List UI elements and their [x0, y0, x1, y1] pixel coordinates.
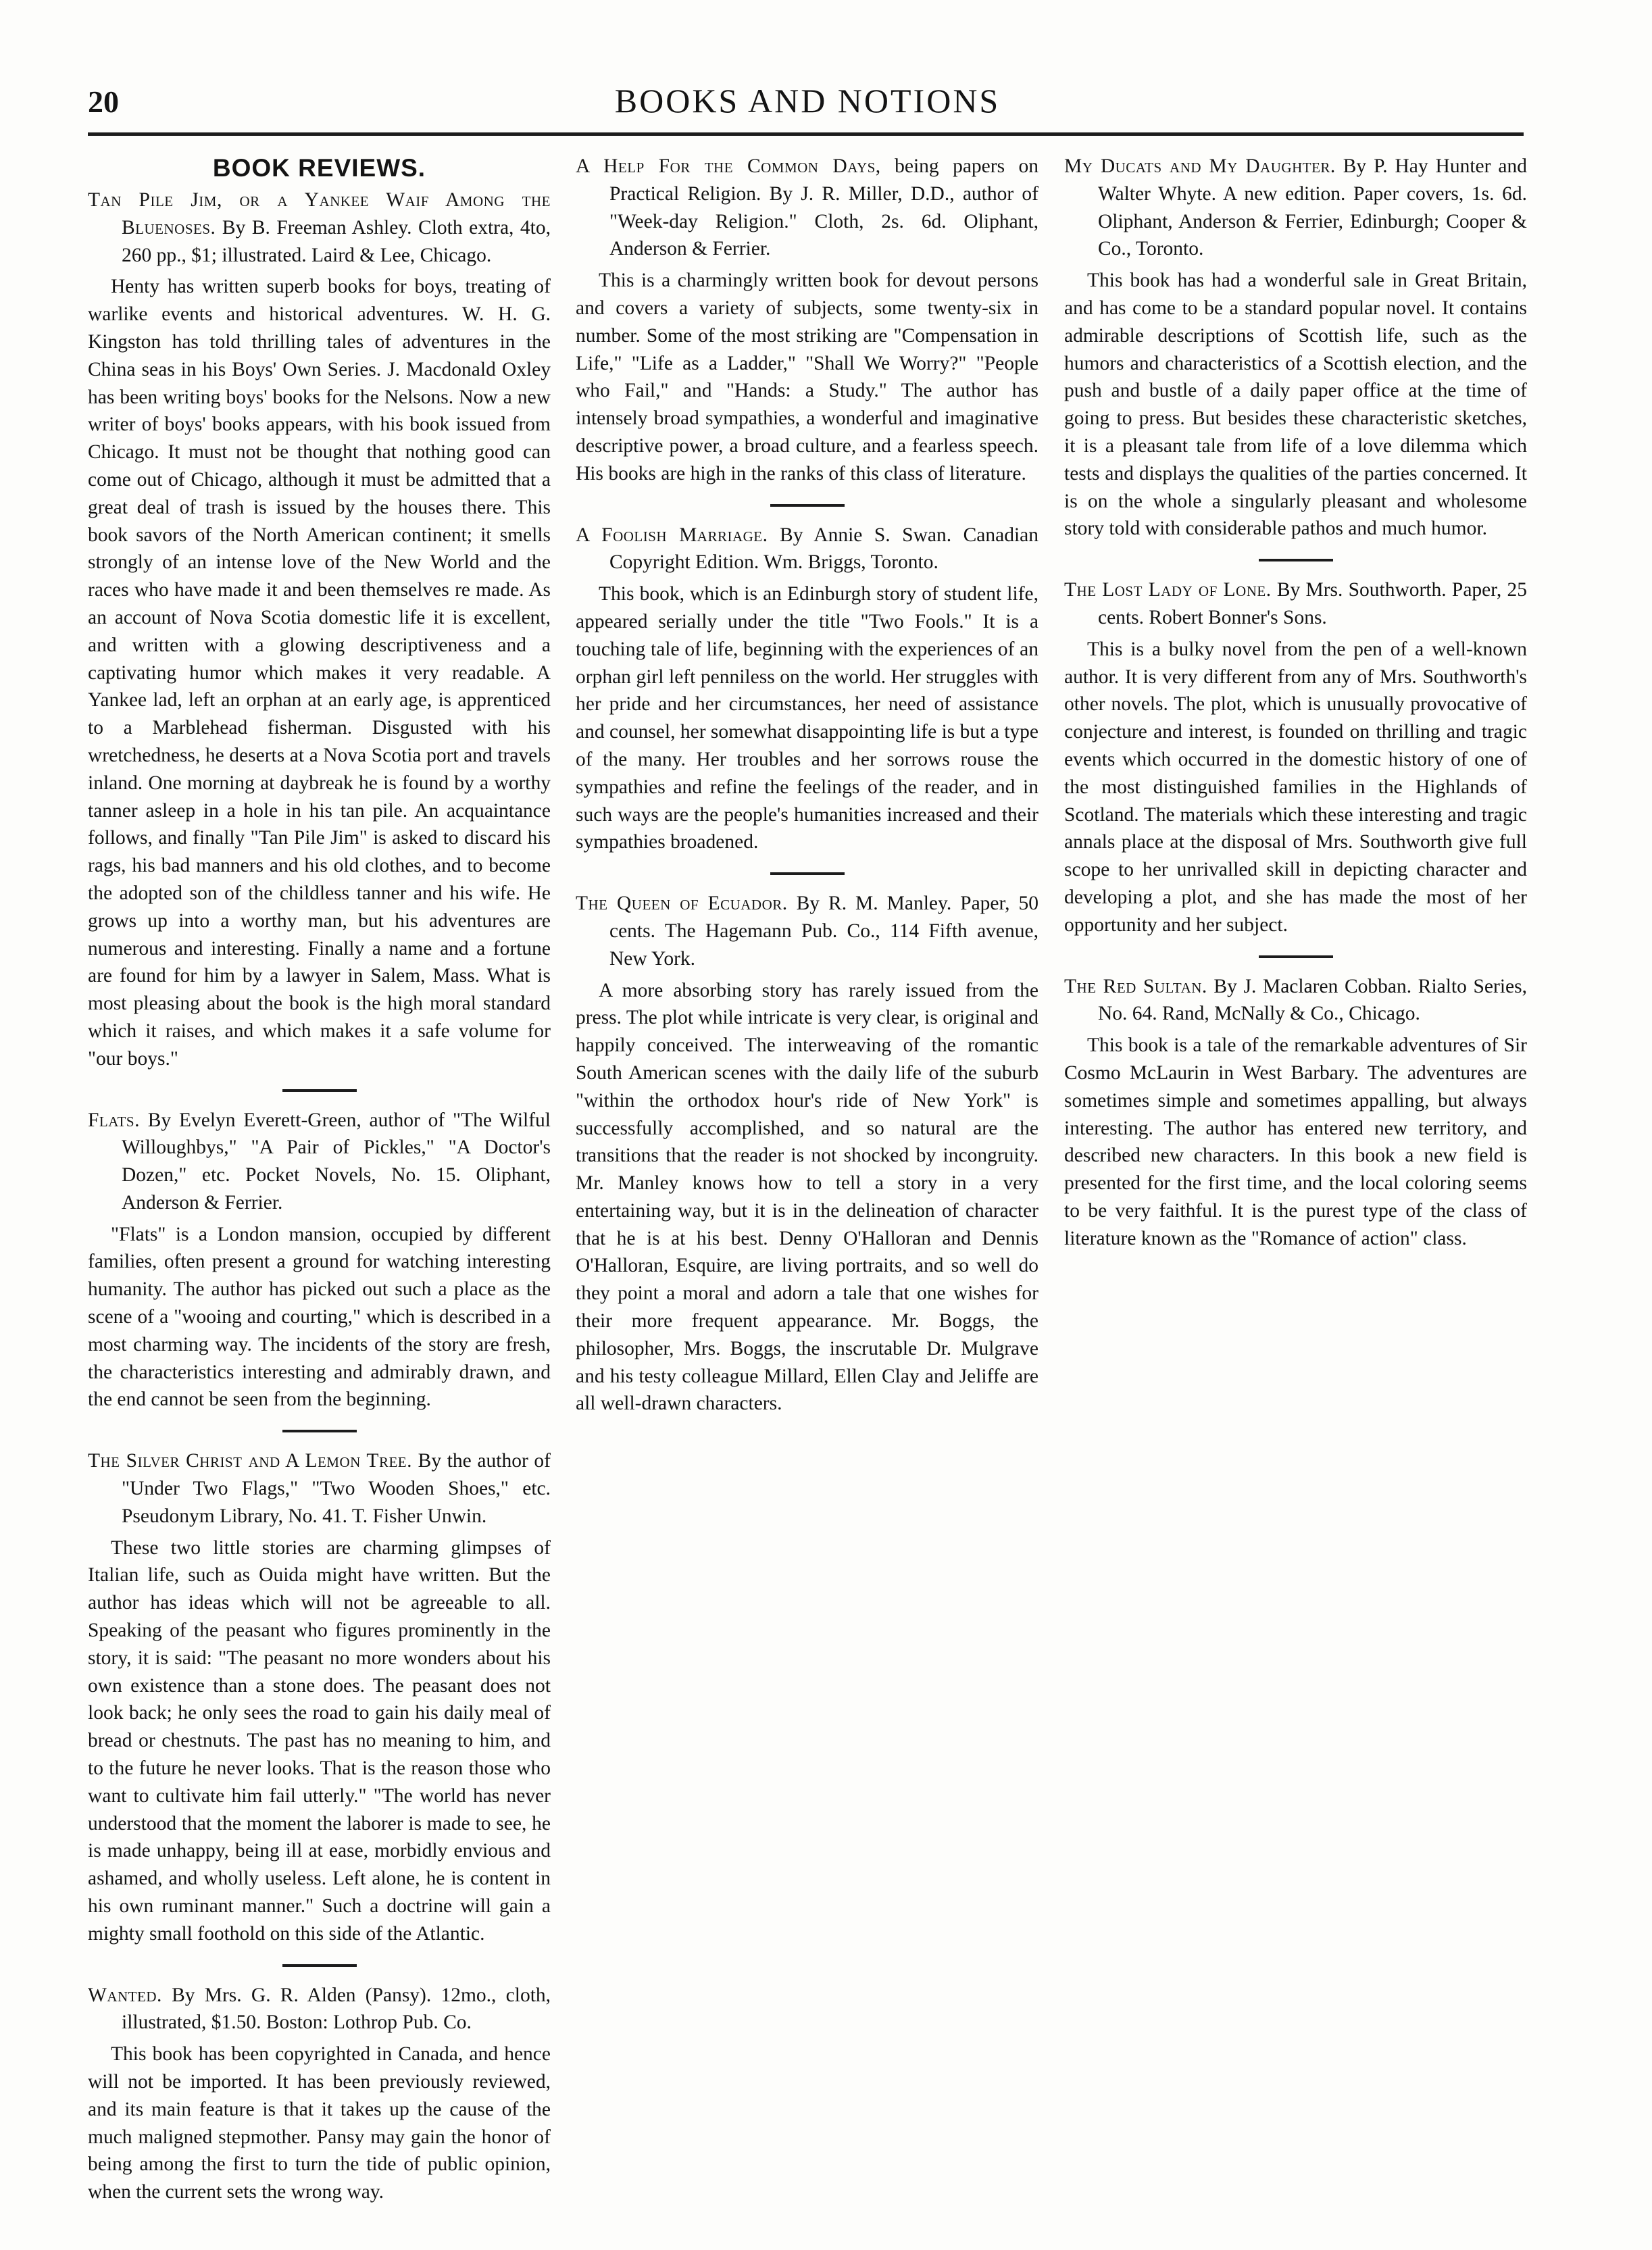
- section-heading: BOOK REVIEWS.: [212, 154, 426, 182]
- book-title: A Help For the Common Days,: [576, 155, 881, 177]
- review-text: A more absorbing story has rarely issued from the press. The plot while intricate is very clear, is original and happily conceived. The interweaving of the romantic South American scenes with the daily life of the suburb "within the orthodox hour's ride of New York" is successfully accomplished, and so natural are the transitions that the reader is not shocked by incongruity. Mr. Manley knows how to tell a story in a very entertaining way, but it is in the delineation of character that he is at his best. Denny O'Halloran and Dennis O'Halloran, Esquire, are living portraits, and so well do they point a moral and adorn a tale that one wishes for their more frequent appearance. Mr. Boggs, the philosopher, Mrs. Boggs, the inscrutable Dr. Mulgrave and his testy colleague Millard, Ellen Clay and Jeliffe are all well-drawn characters.: [576, 979, 1038, 1415]
- book-title: Wanted.: [88, 1984, 162, 2006]
- book-heading: [576, 153, 1038, 263]
- page-header: [88, 68, 1527, 135]
- divider-rule: [770, 504, 845, 507]
- divider-rule: [282, 1964, 357, 1967]
- divider-rule: [1259, 559, 1333, 561]
- review-text: This is a bulky novel from the pen of a well-known author. It is very different from any of Mrs. Southworth's other novels. The plot, which is unusually provocative of conjecture and interest, is founded on thrilling and tragic events which occurred in the domestic history of one of the most distinguished families in the Highlands of Scotland. The materials which these interesting and tragic annals place at the disposal of Mrs. Southworth give full scope to her unrivalled skill in depicting character and developing a plot, and she has made the most of her opportunity and her subject.: [1064, 638, 1527, 936]
- book-details: By Evelyn Everett-Green, author of "The Wilful Willoughbys," "A Pair of Pickles," "A Doctor's Dozen," etc. Pocket Novels, No. 15. Oliphant, Anderson & Ferrier.: [122, 1109, 551, 1214]
- page-number: 20: [88, 84, 119, 119]
- divider-rule: [282, 1430, 357, 1432]
- book-title: Flats.: [88, 1109, 140, 1131]
- running-title: BOOKS AND NOTIONS: [614, 82, 1001, 120]
- book-details: By J. Maclaren Cobban. Rialto Series, No. 64. Rand, McNally & Co., Chicago.: [1098, 975, 1527, 1025]
- review-text: "Flats" is a London mansion, occupied by different families, often present a ground for watching interesting humanity. The author has picked out such a place as the scene of a "wooing and courting," which is described in a most charming way. The incidents of the story are fresh, the characteristics interesting and admirably drawn, and the end cannot be seen from the beginning.: [88, 1223, 551, 1411]
- column-3: [1064, 153, 1527, 2214]
- divider-rule: [1259, 955, 1333, 958]
- review-text: This book is a tale of the remarkable adventures of Sir Cosmo McLaurin in West Barbary. The adventures are sometimes simple and sometimes appalling, but always interesting. The author has entered new territory, and described new characters. In this book a new field is presented for the first time, and the local coloring seems to be very faithful. It is the purest type of the class of literature known as the "Romance of action" class.: [1064, 1034, 1527, 1249]
- review-my-ducats: [1064, 153, 1527, 543]
- review-text: This book has been copyrighted in Canada, and hence will not be imported. It has been previously reviewed, and its main feature is that it takes up the cause of the much maligned stepmother. Pansy may gain the honor of being among the first to turn the tide of public opinion, when the current sets the wrong way.: [88, 2043, 551, 2203]
- review-text: This is a charmingly written book for devout persons and covers a variety of subjects, some twenty-six in number. Some of the most striking are "Compensation in Life," "Life as a Ladder," "Shall We Worry?" "People who Fail," and "Hands: a Study." The author has intensely broad sympathies, a wonderful and imaginative descriptive power, a broad culture, and a fearless speech. His books are high in the ranks of this class of literature.: [576, 270, 1038, 484]
- column-2: [576, 153, 1038, 2214]
- book-title: The Silver Christ and A Lemon Tree.: [88, 1450, 412, 1472]
- review-text: This book has had a wonderful sale in Great Britain, and has come to be a standard popular novel. It contains admirable descriptions of Scottish life, such as the humors and characteristics of a Scottish election, and the push and bustle of a daily paper office at the time of going to press. But besides these characteristic sketches, it is a pleasant tale from life of a love dilemma which tests and displays the qualities of the parties concerned. It is on the whole a singularly pleasant and wholesome story told with considerable pathos and much humor.: [1064, 270, 1527, 540]
- book-heading: [1064, 153, 1527, 263]
- book-heading: [1064, 576, 1527, 632]
- book-title: Tan Pile Jim, or a Yankee Waif Among the Bluenoses.: [88, 189, 551, 239]
- review-lost-lady-of-lone: [1064, 576, 1527, 939]
- header-rule: [88, 132, 1524, 136]
- book-heading: [576, 890, 1038, 972]
- book-heading: [88, 186, 551, 269]
- review-silver-christ: [88, 1447, 551, 1947]
- column-1: [88, 153, 551, 2214]
- review-foolish-marriage: [576, 522, 1038, 857]
- review-red-sultan: [1064, 973, 1527, 1253]
- book-heading: [88, 1447, 551, 1530]
- book-details: By Mrs. G. R. Alden (Pansy). 12mo., cloth, illustrated, $1.50. Boston: Lothrop Pub. Co.: [122, 1984, 551, 2034]
- book-details: By Annie S. Swan. Canadian Copyright Edition. Wm. Briggs, Toronto.: [609, 524, 1038, 574]
- book-title: The Lost Lady of Lone.: [1064, 579, 1272, 601]
- book-heading: [576, 522, 1038, 577]
- review-flats: [88, 1107, 551, 1414]
- book-title: The Queen of Ecuador.: [576, 893, 788, 915]
- book-details: By B. Freeman Ashley. Cloth extra, 4to, 260 pp., $1; illustrated. Laird & Lee, Chicago.: [122, 216, 551, 266]
- book-details: By R. M. Manley. Paper, 50 cents. The Hagemann Pub. Co., 114 Fifth avenue, New York.: [609, 893, 1038, 970]
- book-details: By P. Hay Hunter and Walter Whyte. A new edition. Paper covers, 1s. 6d. Oliphant, Anderson & Ferrier, Edinburgh; Cooper & Co., Toronto.: [1098, 155, 1527, 260]
- review-queen-of-ecuador: [576, 890, 1038, 1418]
- review-help-common-days: [576, 153, 1038, 488]
- divider-rule: [770, 872, 845, 875]
- book-heading: [88, 1107, 551, 1217]
- book-details: By the author of "Under Two Flags," "Two Wooden Shoes," etc. Pseudonym Library, No. 41. T. Fisher Unwin.: [122, 1450, 551, 1527]
- book-title: A Foolish Marriage.: [576, 524, 768, 546]
- review-text: These two little stories are charming glimpses of Italian life, such as Ouida might have written. But the author has ideas which will not be agreeable to all. Speaking of the peasant who figures prominently in the story, it is said: "The peasant no more wonders about his own existence than a stone does. The peasant does not look back; he only sees the road to gain his daily meal of bread or chestnuts. The past has no meaning to him, and to the future he never looks. That is the reason those who want to cultivate him fail utterly." "The world has never understood that the moment the laborer is made to see, he is made unhappy, being ill at ease, morbidly envious and ashamed, and wholly useless. Left alone, he is content in his own ruminant manner." Such a doctrine will gain a mighty small foothold on this side of the Atlantic.: [88, 1536, 551, 1945]
- book-title: My Ducats and My Daughter.: [1064, 155, 1336, 177]
- review-text: This book, which is an Edinburgh story of student life, appeared serially under the title "Two Fools." It is a touching tale of life, beginning with the experiences of an orphan girl left penniless on the world. Her struggles with her pride and her circumstances, her need of assistance and counsel, her somewhat disappointing life is but a type of the many. Her troubles and her sorrows rouse the sympathies and refine the feelings of the reader, and in such ways are the people's humanities increased and their sympathies broadened.: [576, 583, 1038, 853]
- book-heading: [88, 1982, 551, 2037]
- book-details: being papers on Practical Religion. By J. R. Miller, D.D., author of "Week-day Religion." Cloth, 2s. 6d. Oliphant, Anderson & Ferrier.: [609, 155, 1038, 260]
- review-text: Henty has written superb books for boys, treating of warlike events and historical adventures. W. H. G. Kingston has told thrilling tales of adventures in the China seas in his Boys' Own Series. J. Macdonald Oxley has been writing boys' books for the Nelsons. Now a new writer of boys' books appears, with his book issued from Chicago. It must not be thought that nothing good can come out of Chicago, although it must be admitted that a great deal of trash is issued by the houses there. This book savors of the North American continent; it smells strongly of an intense love of the New World and the races who have made it and been themselves re made. As an account of Nova Scotia domestic life it is excellent, and written with a glowing descriptiveness and a captivating humor which makes it very readable. A Yankee lad, left an orphan at an early age, is apprenticed to a Marblehead fisherman. Disgusted with his wretchedness, he deserts at a Nova Scotia port and travels inland. One morning at daybreak he is found by a worthy tanner asleep in a hole in his tan pile. An acquaintance follows, and finally "Tan Pile Jim" is asked to discard his rags, his bad manners and his old clothes, and to become the adopted son of the childless tanner and his wife. He grows up into a worthy man, but his adventures are numerous and interesting. Finally a name and a fortune are found for him by a lawyer in Salem, Mass. What is most pleasing about the book is the high moral standard which it raises, and which makes it a safe volume for "our boys.": [88, 276, 551, 1070]
- book-details: By Mrs. Southworth. Paper, 25 cents. Robert Bonner's Sons.: [1098, 579, 1527, 628]
- review-wanted: [88, 1982, 551, 2206]
- divider-rule: [282, 1089, 357, 1092]
- review-tan-pile-jim: [88, 186, 551, 1073]
- book-title: The Red Sultan.: [1064, 975, 1207, 997]
- book-heading: [1064, 973, 1527, 1028]
